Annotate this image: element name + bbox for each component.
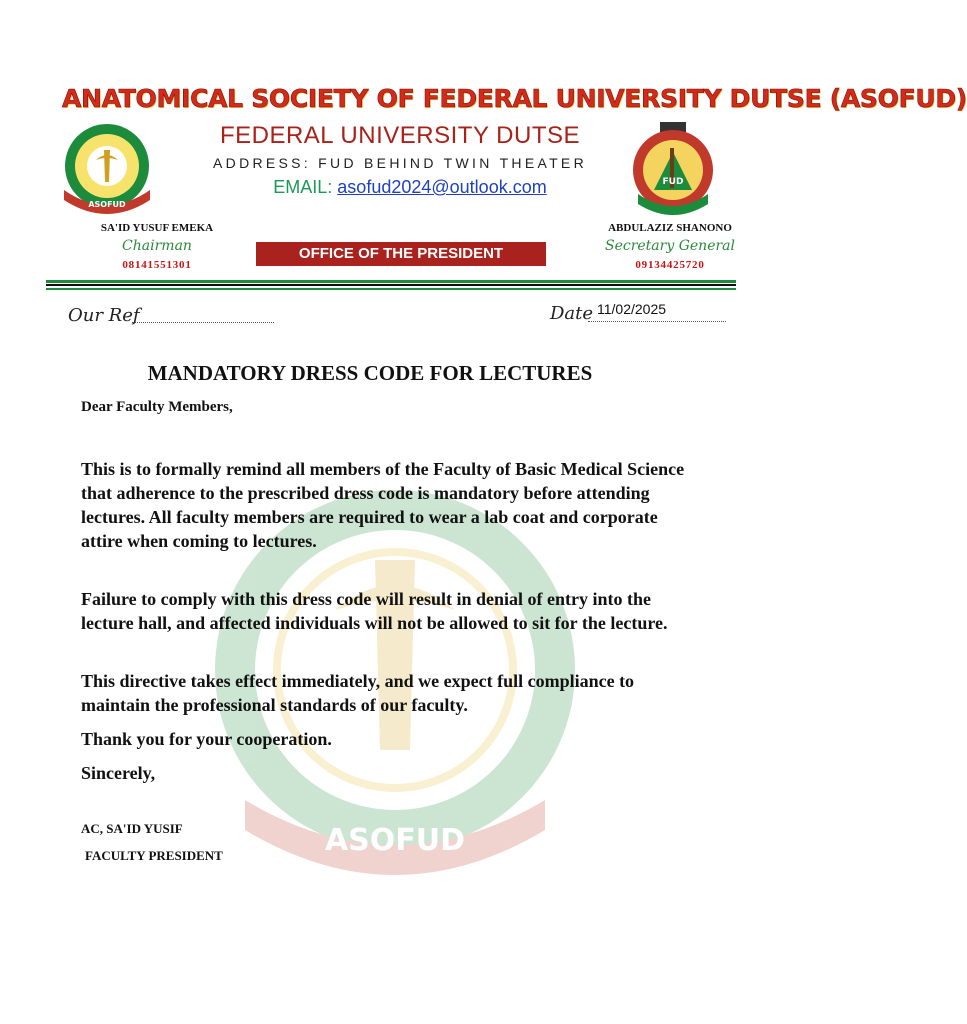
email-line bbox=[200, 177, 620, 198]
header-divider-black bbox=[46, 284, 736, 286]
secretary-phone: 09134425720 bbox=[635, 259, 705, 271]
signoff-name: AC, SA'ID YUSIF bbox=[81, 821, 183, 836]
chairman-block bbox=[80, 222, 234, 271]
header-divider-green-lower bbox=[46, 288, 736, 290]
chairman-phone: 08141551301 bbox=[122, 259, 192, 271]
svg-text:ASOFUD: ASOFUD bbox=[88, 200, 126, 209]
email-label: EMAIL: bbox=[273, 177, 338, 197]
salutation: Dear Faculty Members, bbox=[81, 399, 233, 415]
university-name: FEDERAL UNIVERSITY DUTSE bbox=[219, 122, 581, 149]
address-line: ADDRESS: FUD BEHIND TWIN THEATER bbox=[213, 155, 587, 171]
paragraph-consequence: Failure to comply with this dress code will result in denial of entry into the lecture hall, and affected individuals will not be allowed to sit for the lecture. bbox=[81, 589, 668, 633]
letter-title: MANDATORY DRESS CODE FOR LECTURES bbox=[147, 361, 593, 385]
chairman-name: SA'ID YUSUF EMEKA bbox=[100, 222, 214, 234]
closing: Sincerely, bbox=[81, 763, 156, 783]
date-line bbox=[588, 321, 726, 322]
paragraph-directive: This directive takes effect immediately, and we expect full compliance to maintain the professional standards of our faculty. bbox=[81, 671, 635, 715]
asofud-logo bbox=[56, 120, 158, 218]
watermark-text: ASOFUD bbox=[324, 823, 466, 858]
header-divider-green bbox=[46, 280, 736, 283]
fud-logo bbox=[624, 118, 722, 216]
date-label: Date bbox=[550, 303, 594, 324]
office-banner: OFFICE OF THE PRESIDENT bbox=[256, 242, 546, 266]
secretary-block bbox=[600, 222, 740, 271]
secretary-title: Secretary General bbox=[604, 238, 735, 254]
secretary-name: ABDULAZIZ SHANONO bbox=[608, 222, 732, 234]
chairman-title: Chairman bbox=[122, 238, 192, 254]
our-ref-line bbox=[132, 322, 274, 323]
svg-text:FUD: FUD bbox=[662, 177, 684, 187]
paragraph-thanks: Thank you for your cooperation. bbox=[81, 729, 332, 749]
paragraph-reminder: This is to formally remind all members of the Faculty of Basic Medical Science that adherence to the prescribed dress code is mandatory before attending lectures. All faculty members are required to wear a lab coat and corporate attire when coming to lectures. bbox=[81, 459, 685, 551]
date-value: 11/02/2025 bbox=[597, 301, 667, 317]
signoff-title: FACULTY PRESIDENT bbox=[85, 848, 223, 863]
our-ref-label: Our Ref bbox=[68, 305, 140, 326]
society-title: ANATOMICAL SOCIETY OF FEDERAL UNIVERSITY DUTSE (ASOFUD) bbox=[62, 84, 967, 113]
email-link[interactable]: asofud2024@outlook.com bbox=[337, 177, 547, 197]
